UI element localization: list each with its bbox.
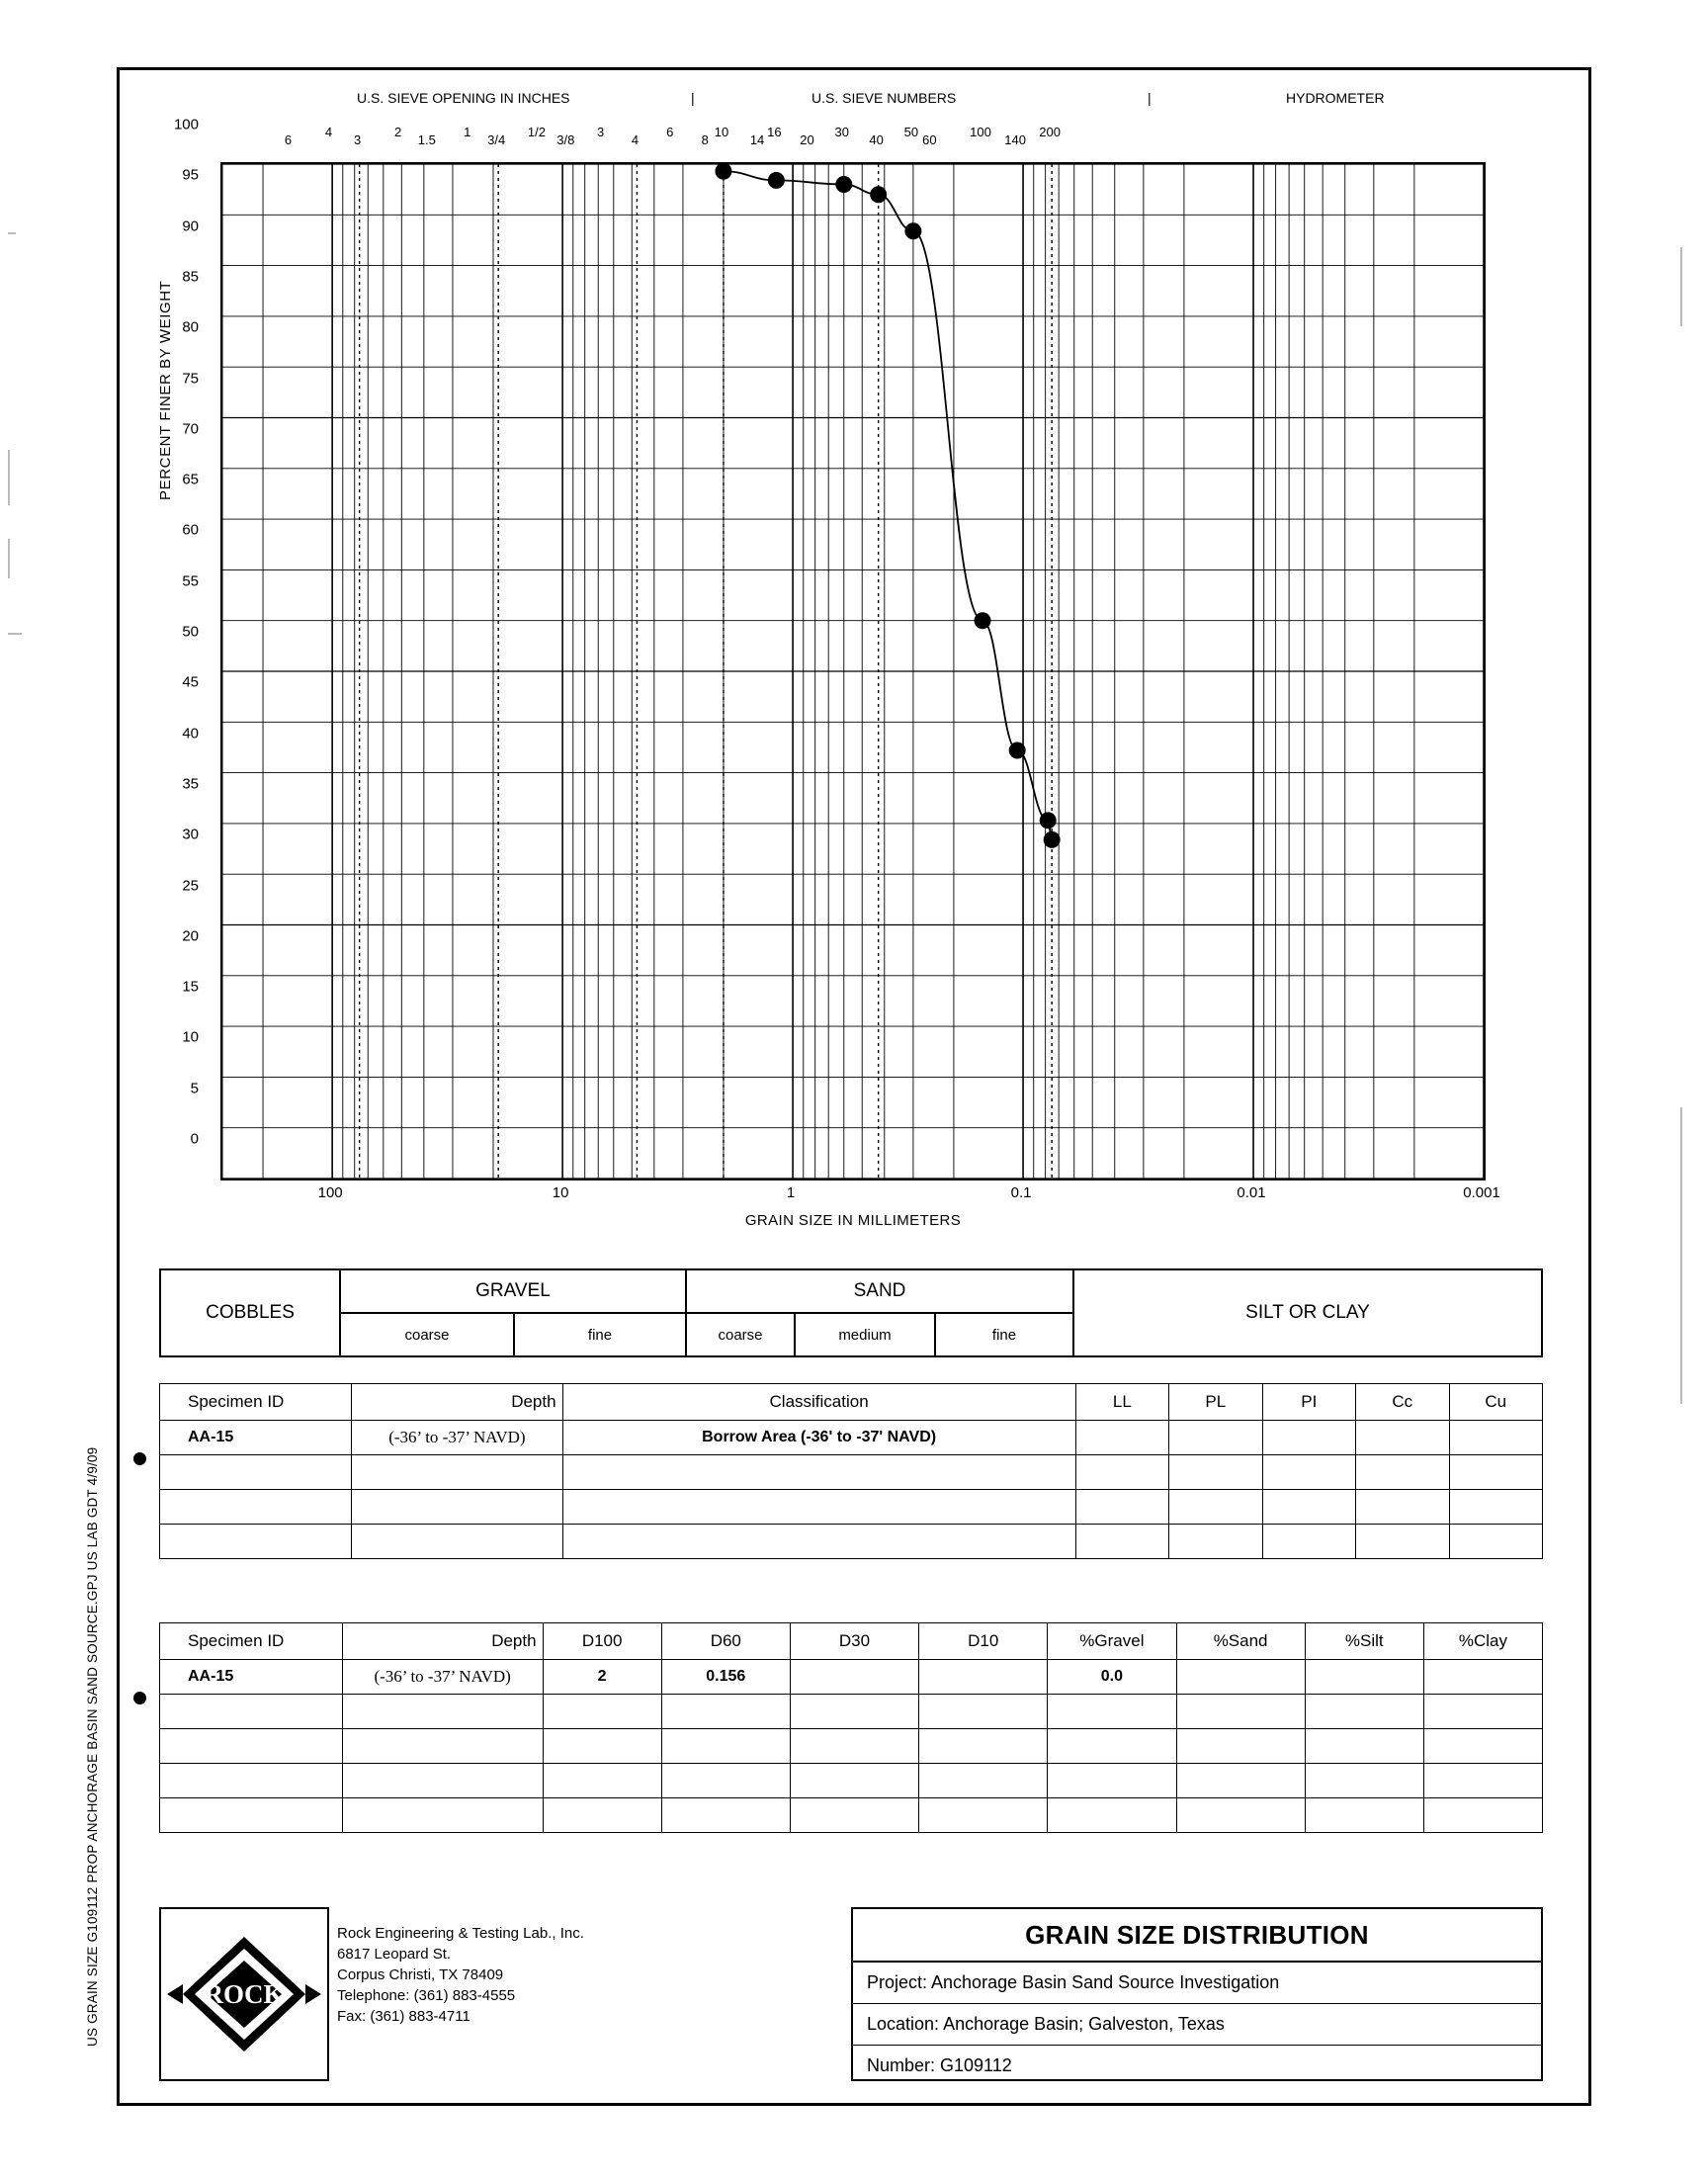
cell-1-5 [1262,1455,1355,1490]
cell-0-8 [1305,1660,1423,1695]
cell-0-0: AA-15 [160,1660,343,1695]
cell-3-6 [1048,1764,1176,1798]
cell-1-8 [1305,1695,1423,1729]
sieve-tick-4: 4 [324,125,333,139]
cell-4-6 [1048,1798,1176,1833]
gradation-header-specimen-id: Specimen ID [160,1623,343,1660]
sieve-tick-200: 200 [1039,125,1062,139]
cell-0-5 [1262,1421,1355,1455]
classification-header-pl: PL [1169,1384,1262,1421]
cell-1-2 [543,1695,661,1729]
cell-2-5 [1262,1490,1355,1525]
y-tick-20: 20 [182,927,199,945]
cell-1-1 [352,1455,562,1490]
y-tick-65: 65 [182,471,199,488]
sieve-tick-3: 3 [597,125,605,139]
y-tick-55: 55 [182,572,199,590]
gradation-header--clay: %Clay [1423,1623,1542,1660]
y-tick-0: 0 [190,1130,199,1148]
company-name: Rock Engineering & Testing Lab., Inc. [337,1925,584,1942]
header-divider-2: | [1148,90,1152,106]
gradation-header--silt: %Silt [1305,1623,1423,1660]
classification-header-pi: PI [1262,1384,1355,1421]
address-line-1: 6817 Leopard St. [337,1946,452,1963]
classification-header-cu: Cu [1449,1384,1543,1421]
cell-3-4 [1169,1525,1262,1559]
table-row[interactable] [160,1695,1543,1729]
cell-3-7 [1176,1764,1305,1798]
cell-0-6 [1356,1421,1449,1455]
cell-1-0 [160,1695,343,1729]
cell-3-3 [661,1764,790,1798]
cell-2-7 [1176,1729,1305,1764]
y-tick-75: 75 [182,370,199,387]
cell-0-6: 0.0 [1048,1660,1176,1695]
cell-4-1 [342,1798,543,1833]
sieve-tick-14: 14 [749,132,765,147]
table-row[interactable] [160,1525,1543,1559]
cell-4-8 [1305,1798,1423,1833]
sieve-tick-16: 16 [767,125,782,139]
x-tick-0.001: 0.001 [1463,1184,1500,1201]
report-heading: GRAIN SIZE DISTRIBUTION [853,1909,1541,1963]
y-tick-45: 45 [182,673,199,691]
header-sieve-numbers: U.S. SIEVE NUMBERS [811,90,957,106]
x-tick-1: 1 [786,1184,796,1201]
classification-table [159,1383,1543,1559]
y-tick-60: 60 [182,521,199,539]
gradation-header-d60: D60 [661,1623,790,1660]
band-sand-medium: medium [838,1326,892,1344]
cell-4-0 [160,1798,343,1833]
cell-3-4 [790,1764,918,1798]
table-row[interactable] [160,1764,1543,1798]
cell-2-9 [1423,1729,1542,1764]
cell-3-8 [1305,1764,1423,1798]
gradation-header--gravel: %Gravel [1048,1623,1176,1660]
x-tick-100: 100 [317,1184,343,1201]
cell-1-1 [342,1695,543,1729]
cell-0-3 [1075,1421,1168,1455]
cell-1-3 [1075,1455,1168,1490]
y-tick-100: 100 [173,116,199,133]
rock-logo [159,1907,329,2081]
sieve-tick-3/8: 3/8 [556,132,575,147]
classification-header-cc: Cc [1356,1384,1449,1421]
table-row[interactable] [160,1729,1543,1764]
cell-3-9 [1423,1764,1542,1798]
classification-header-ll: LL [1075,1384,1168,1421]
side-label-text: US GRAIN SIZE G109112 PROP ANCHORAGE BASIN SAND SOURCE.GPJ US LAB GDT 4/9/09 [85,1446,100,2047]
y-tick-70: 70 [182,420,199,438]
cell-1-6 [1048,1695,1176,1729]
y-tick-95: 95 [182,166,199,184]
cell-4-9 [1423,1798,1542,1833]
drawing-sheet [117,67,1591,2106]
cell-2-5 [919,1729,1048,1764]
y-tick-5: 5 [190,1080,199,1097]
cell-3-0 [160,1525,352,1559]
y-tick-40: 40 [182,725,199,742]
band-silt-or-clay: SILT OR CLAY [1245,1302,1370,1323]
y-tick-80: 80 [182,318,199,336]
cell-0-3: 0.156 [661,1660,790,1695]
cell-0-7 [1449,1421,1543,1455]
cell-4-5 [919,1798,1048,1833]
cell-3-1 [342,1764,543,1798]
cell-2-8 [1305,1729,1423,1764]
gradation-header-d100: D100 [543,1623,661,1660]
cell-0-4 [790,1660,918,1695]
row-marker-classification [133,1452,146,1465]
sieve-tick-1.5: 1.5 [417,132,436,147]
cell-2-0 [160,1490,352,1525]
y-tick-10: 10 [182,1028,199,1046]
cell-0-0: AA-15 [160,1421,352,1455]
cell-1-9 [1423,1695,1542,1729]
y-tick-90: 90 [182,218,199,235]
cell-3-2 [543,1764,661,1798]
company-address [337,1923,584,2027]
cell-1-7 [1449,1455,1543,1490]
cell-4-2 [543,1798,661,1833]
sieve-tick-3: 3 [354,132,362,147]
cell-2-7 [1449,1490,1543,1525]
x-tick-0.1: 0.1 [1010,1184,1032,1201]
cell-1-5 [919,1695,1048,1729]
gradation-header-d10: D10 [919,1623,1048,1660]
table-row[interactable] [160,1490,1543,1525]
y-axis-title: PERCENT FINER BY WEIGHT [157,280,174,500]
row-marker-gradation [133,1692,146,1704]
classification-header-row [160,1384,1543,1421]
title-block [159,1907,1543,2081]
table-row[interactable] [160,1421,1543,1455]
cell-4-7 [1176,1798,1305,1833]
gradation-header--sand: %Sand [1176,1623,1305,1660]
header-divider-1: | [691,90,695,106]
address-line-2: Corpus Christi, TX 78409 [337,1966,504,1983]
y-tick-15: 15 [182,978,199,996]
cell-3-5 [1262,1525,1355,1559]
x-axis-tick-labels [220,1184,1500,1208]
cell-4-4 [790,1798,918,1833]
cell-2-3 [661,1729,790,1764]
cell-2-2 [543,1729,661,1764]
plot-area [220,162,1486,1180]
band-sand: SAND [853,1280,906,1301]
sieve-tick-30: 30 [834,125,849,139]
table-row[interactable] [160,1455,1543,1490]
cell-3-1 [352,1525,562,1559]
sieve-tick-10: 10 [714,125,729,139]
title-block-right [851,1907,1543,2081]
project-row: Project: Anchorage Basin Sand Source Investigation [853,1963,1541,2004]
sieve-tick-3/4: 3/4 [487,132,506,147]
band-gravel-fine: fine [587,1326,613,1344]
classification-header-depth: Depth [352,1384,562,1421]
cell-1-2 [562,1455,1075,1490]
gradation-header-d30: D30 [790,1623,918,1660]
y-tick-30: 30 [182,826,199,843]
cell-0-2: Borrow Area (-36' to -37' NAVD) [562,1421,1075,1455]
header-sieve-opening: U.S. SIEVE OPENING IN INCHES [357,90,570,106]
sieve-tick-2: 2 [394,125,402,139]
y-tick-85: 85 [182,268,199,286]
cell-0-5 [919,1660,1048,1695]
cell-0-9 [1423,1660,1542,1695]
sieve-tick-40: 40 [869,132,884,147]
gradation-header-depth: Depth [342,1623,543,1660]
table-row[interactable] [160,1798,1543,1833]
sieve-tick-1: 1 [464,125,471,139]
sieve-tick-6: 6 [284,132,293,147]
sieve-tick-20: 20 [800,132,814,147]
cell-2-6 [1356,1490,1449,1525]
gradation-header-row [160,1623,1543,1660]
cell-0-1: (-36’ to -37’ NAVD) [352,1421,562,1455]
sieve-tick-labels [159,125,1543,150]
cell-3-2 [562,1525,1075,1559]
sieve-tick-100: 100 [970,125,991,139]
sieve-tick-1/2: 1/2 [527,125,546,139]
cell-2-3 [1075,1490,1168,1525]
cell-1-3 [661,1695,790,1729]
cell-2-4 [1169,1490,1262,1525]
sieve-tick-140: 140 [1004,132,1027,147]
band-sand-coarse: coarse [718,1326,763,1344]
header-hydrometer: HYDROMETER [1286,90,1385,106]
cell-0-1: (-36’ to -37’ NAVD) [342,1660,543,1695]
cell-2-0 [160,1729,343,1764]
grain-size-chart [157,116,1543,1252]
sieve-tick-4: 4 [631,132,640,147]
cell-2-1 [352,1490,562,1525]
fax: Fax: (361) 883-4711 [337,2008,470,2025]
y-tick-25: 25 [182,877,199,894]
y-tick-35: 35 [182,775,199,793]
classification-header-specimen-id: Specimen ID [160,1384,352,1421]
plot-svg [222,164,1484,1179]
y-axis-tick-labels [147,116,207,1148]
y-tick-50: 50 [182,623,199,641]
cell-1-6 [1356,1455,1449,1490]
cell-3-3 [1075,1525,1168,1559]
cell-2-4 [790,1729,918,1764]
band-gravel: GRAVEL [475,1280,551,1301]
table-row[interactable] [160,1660,1543,1695]
location-row: Location: Anchorage Basin; Galveston, Texas [853,2004,1541,2046]
cell-0-2: 2 [543,1660,661,1695]
cell-4-3 [661,1798,790,1833]
svg-text:ROCK: ROCK [204,1979,285,2009]
cell-1-7 [1176,1695,1305,1729]
sieve-tick-8: 8 [701,132,709,147]
telephone: Telephone: (361) 883-4555 [337,1987,516,2004]
sieve-tick-6: 6 [666,125,674,139]
cell-1-4 [1169,1455,1262,1490]
x-tick-0.01: 0.01 [1237,1184,1266,1201]
sieve-header-row [120,90,1588,114]
cell-2-2 [562,1490,1075,1525]
classification-header-classification: Classification [562,1384,1075,1421]
cell-3-0 [160,1764,343,1798]
x-axis-title: GRAIN SIZE IN MILLIMETERS [744,1212,962,1229]
soil-fraction-band [159,1268,1543,1357]
cell-3-5 [919,1764,1048,1798]
cell-0-4 [1169,1421,1262,1455]
cell-3-6 [1356,1525,1449,1559]
cell-1-4 [790,1695,918,1729]
cell-2-6 [1048,1729,1176,1764]
cell-0-7 [1176,1660,1305,1695]
sieve-tick-60: 60 [922,132,937,147]
band-cobbles: COBBLES [206,1302,295,1323]
drawing-file-reference [85,1315,109,2066]
cell-2-1 [342,1729,543,1764]
cell-1-0 [160,1455,352,1490]
band-gravel-coarse: coarse [404,1326,450,1344]
band-sand-fine: fine [991,1326,1017,1344]
sieve-tick-50: 50 [903,125,919,139]
cell-3-7 [1449,1525,1543,1559]
gradation-table [159,1622,1543,1833]
number-row: Number: G109112 [867,2055,1012,2075]
x-tick-10: 10 [552,1184,569,1201]
